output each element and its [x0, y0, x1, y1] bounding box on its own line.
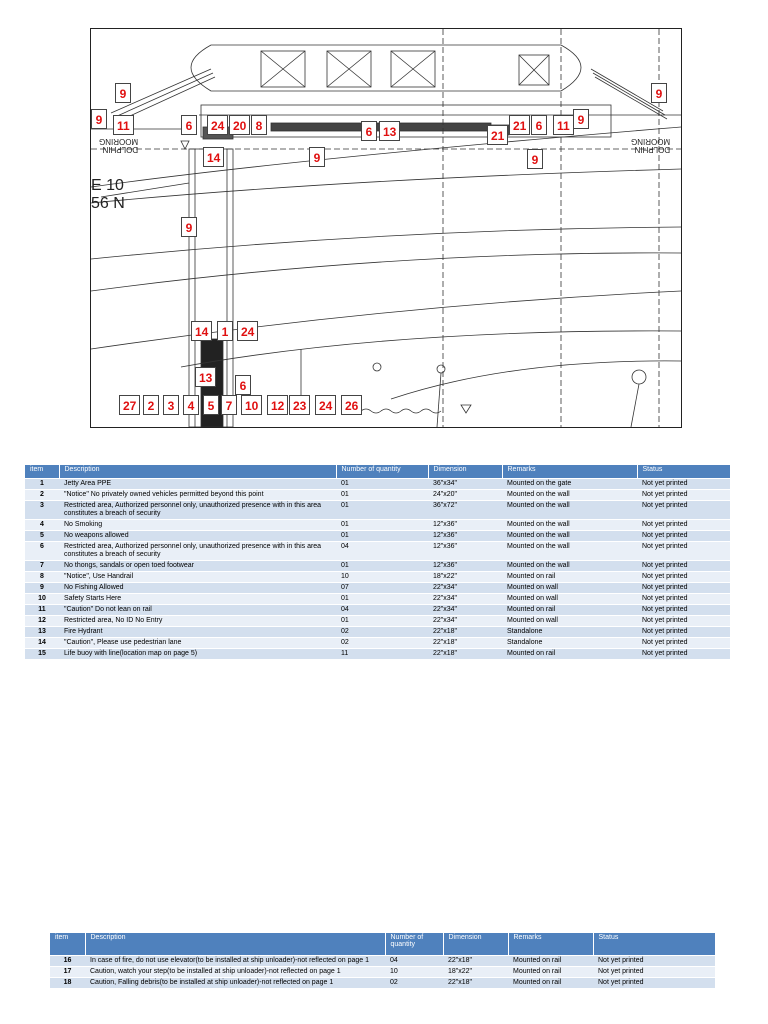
- table-cell: 14: [25, 638, 59, 649]
- table-cell: 01: [336, 616, 428, 627]
- table-cell: 22"x34": [428, 583, 502, 594]
- sign-callout: 9: [527, 149, 543, 169]
- table-cell: Mounted on rail: [508, 978, 593, 989]
- table-cell: No thongs, sandals or open toed footwear: [59, 561, 336, 572]
- table-cell: Mounted on rail: [508, 967, 593, 978]
- table-cell: 01: [336, 561, 428, 572]
- sign-callout: 7: [221, 395, 237, 415]
- sign-callout: 26: [341, 395, 362, 415]
- table-cell: Not yet printed: [637, 627, 730, 638]
- table-cell: 7: [25, 561, 59, 572]
- table-cell: Not yet printed: [637, 531, 730, 542]
- table-row: [25, 490, 730, 501]
- table-cell: 01: [336, 479, 428, 490]
- table-cell: Restricted area, No ID No Entry: [59, 616, 336, 627]
- sign-callout: 9: [115, 83, 131, 103]
- table-row: [25, 583, 730, 594]
- table-cell: 22"x34": [428, 605, 502, 616]
- table-cell: Mounted on rail: [508, 956, 593, 967]
- mooring-dolphin-label-left: MOORING DOLPHIN: [99, 137, 139, 154]
- sign-callout: 6: [531, 115, 547, 135]
- table-cell: 01: [336, 594, 428, 605]
- table-cell: Not yet printed: [637, 479, 730, 490]
- table-cell: 01: [336, 520, 428, 531]
- sign-callout: 2: [143, 395, 159, 415]
- table-cell: 12"x36": [428, 531, 502, 542]
- table-cell: 22"x18": [443, 956, 508, 967]
- table-row: [50, 978, 715, 989]
- table-cell: 12: [25, 616, 59, 627]
- table-row: [25, 616, 730, 627]
- table-cell: 5: [25, 531, 59, 542]
- column-header: Description: [59, 465, 336, 479]
- sign-callout: 27: [119, 395, 140, 415]
- sign-callout: 13: [379, 121, 400, 141]
- table-cell: 9: [25, 583, 59, 594]
- column-header: Dimension: [428, 465, 502, 479]
- table-cell: "Caution", Please use pedestrian lane: [59, 638, 336, 649]
- table-cell: 11: [336, 649, 428, 660]
- table-cell: Not yet printed: [637, 649, 730, 660]
- table-row: [25, 479, 730, 490]
- table-cell: Not yet printed: [637, 542, 730, 561]
- table-cell: Not yet printed: [637, 561, 730, 572]
- table-cell: 18"x22": [443, 967, 508, 978]
- table-cell: 18: [50, 978, 85, 989]
- table-cell: "Notice", Use Handrail: [59, 572, 336, 583]
- table-cell: Not yet printed: [637, 605, 730, 616]
- table-cell: 4: [25, 520, 59, 531]
- table-cell: Not yet printed: [637, 501, 730, 520]
- column-header: Dimension: [443, 933, 508, 956]
- table-cell: Life buoy with line(location map on page 5): [59, 649, 336, 660]
- table-cell: Mounted on the wall: [502, 542, 637, 561]
- table-cell: Not yet printed: [637, 583, 730, 594]
- table-cell: 18"x22": [428, 572, 502, 583]
- table-cell: Not yet printed: [637, 638, 730, 649]
- table-cell: 02: [385, 978, 443, 989]
- table-cell: 01: [336, 531, 428, 542]
- table-cell: 16: [50, 956, 85, 967]
- sign-callout: 6: [181, 115, 197, 135]
- table-header-row: [25, 465, 730, 479]
- table-row: [25, 501, 730, 520]
- table-cell: Fire Hydrant: [59, 627, 336, 638]
- table-cell: Mounted on the wall: [502, 561, 637, 572]
- column-header: Remarks: [508, 933, 593, 956]
- table-cell: Mounted on rail: [502, 649, 637, 660]
- table-cell: Jetty Area PPE: [59, 479, 336, 490]
- column-header: Remarks: [502, 465, 637, 479]
- table-cell: Not yet printed: [637, 616, 730, 627]
- sign-callout: 23: [289, 395, 310, 415]
- sign-callout: 24: [315, 395, 336, 415]
- table-row: [50, 967, 715, 978]
- table-cell: 12"x36": [428, 520, 502, 531]
- table-cell: 22"x18": [428, 638, 502, 649]
- sign-callout: 3: [163, 395, 179, 415]
- sign-callout: 21: [487, 125, 508, 145]
- site-plan-drawing: [90, 28, 682, 428]
- table-cell: 04: [336, 542, 428, 561]
- sign-callout: 8: [251, 115, 267, 135]
- column-header: Number of quantity: [336, 465, 428, 479]
- table-row: [25, 627, 730, 638]
- table-cell: 22"x18": [443, 978, 508, 989]
- table-cell: 36"x34": [428, 479, 502, 490]
- sign-callout: 6: [361, 121, 377, 141]
- table-cell: 17: [50, 967, 85, 978]
- table-cell: 22"x34": [428, 594, 502, 605]
- table-cell: 36"x72": [428, 501, 502, 520]
- table-cell: 01: [336, 490, 428, 501]
- table-cell: Standalone: [502, 627, 637, 638]
- table-row: [25, 638, 730, 649]
- table-cell: No Smoking: [59, 520, 336, 531]
- table-row: [25, 542, 730, 561]
- table-cell: 01: [336, 501, 428, 520]
- table-cell: Restricted area, Authorized personnel only, unauthorized presence with in this area constitutes a breach of security: [59, 501, 336, 520]
- column-header: Status: [593, 933, 715, 956]
- table-cell: Mounted on wall: [502, 594, 637, 605]
- table-cell: 24"x20": [428, 490, 502, 501]
- table-cell: No weapons allowed: [59, 531, 336, 542]
- table-cell: 02: [336, 627, 428, 638]
- table-cell: 10: [385, 967, 443, 978]
- sign-callout: 24: [207, 115, 228, 135]
- table-cell: 22"x18": [428, 627, 502, 638]
- table-cell: Safety Starts Here: [59, 594, 336, 605]
- table-cell: Not yet printed: [637, 520, 730, 531]
- table-cell: Mounted on wall: [502, 616, 637, 627]
- table-cell: 6: [25, 542, 59, 561]
- column-header: item: [50, 933, 85, 956]
- sign-callout: 9: [309, 147, 325, 167]
- sign-callout: 11: [113, 115, 134, 135]
- table-row: [25, 572, 730, 583]
- table-cell: 04: [336, 605, 428, 616]
- site-plan-linework: [91, 29, 681, 427]
- table-cell: Mounted on the wall: [502, 490, 637, 501]
- sign-callout: 11: [553, 115, 574, 135]
- coordinate-fragment: 56 N: [91, 195, 125, 212]
- table-cell: 10: [25, 594, 59, 605]
- table-cell: Not yet printed: [637, 490, 730, 501]
- sign-callout: 4: [183, 395, 199, 415]
- table-cell: 15: [25, 649, 59, 660]
- table-cell: Not yet printed: [637, 572, 730, 583]
- table-row: [25, 531, 730, 542]
- column-header: Number of quantity: [385, 933, 443, 956]
- sign-callout: 9: [181, 217, 197, 237]
- table-header-row: [50, 933, 715, 956]
- sign-callout: 6: [235, 375, 251, 395]
- table-row: [25, 605, 730, 616]
- coordinate-fragment: E 10: [91, 177, 124, 194]
- sign-callout: 20: [229, 115, 250, 135]
- table-row: [25, 649, 730, 660]
- sign-callout: 14: [203, 147, 224, 167]
- table-cell: 12"x36": [428, 542, 502, 561]
- table-cell: Caution, Falling debris(to be installed at ship unloader)-not reflected on page 1: [85, 978, 385, 989]
- signage-schedule-table: [25, 465, 731, 659]
- table-cell: Mounted on rail: [502, 572, 637, 583]
- table-row: [50, 956, 715, 967]
- table-cell: Not yet printed: [593, 978, 715, 989]
- table-cell: 10: [336, 572, 428, 583]
- table-cell: "Notice" No privately owned vehicles permitted beyond this point: [59, 490, 336, 501]
- table-cell: Mounted on the gate: [502, 479, 637, 490]
- sign-callout: 1: [217, 321, 233, 341]
- table-cell: 22"x34": [428, 616, 502, 627]
- table-cell: 12"x36": [428, 561, 502, 572]
- sign-callout: 13: [195, 367, 216, 387]
- sign-callout: 14: [191, 321, 212, 341]
- table-cell: 2: [25, 490, 59, 501]
- sign-callout: 24: [237, 321, 258, 341]
- table-cell: Not yet printed: [593, 967, 715, 978]
- table-cell: 13: [25, 627, 59, 638]
- table-cell: 04: [385, 956, 443, 967]
- table-row: [25, 520, 730, 531]
- column-header: Description: [85, 933, 385, 956]
- table-cell: Mounted on wall: [502, 583, 637, 594]
- table-cell: 07: [336, 583, 428, 594]
- sign-callout: 5: [203, 395, 219, 415]
- sign-callout: 21: [509, 115, 530, 135]
- table-row: [25, 561, 730, 572]
- table-cell: Standalone: [502, 638, 637, 649]
- table-row: [25, 594, 730, 605]
- table-cell: 02: [336, 638, 428, 649]
- mooring-dolphin-label-right: MOORING DOLPHIN: [631, 137, 671, 154]
- table-cell: Mounted on the wall: [502, 531, 637, 542]
- table-cell: Restricted area, Authorized personnel only, unauthorized presence with in this area constitutes a breach of security: [59, 542, 336, 561]
- table-cell: No Fishing Allowed: [59, 583, 336, 594]
- column-header: Status: [637, 465, 730, 479]
- table-cell: 8: [25, 572, 59, 583]
- column-header: item: [25, 465, 59, 479]
- table-cell: Mounted on the wall: [502, 501, 637, 520]
- table-cell: 3: [25, 501, 59, 520]
- table-cell: 1: [25, 479, 59, 490]
- table-cell: Mounted on rail: [502, 605, 637, 616]
- signage-schedule-table-continued: [50, 933, 716, 988]
- table-cell: Mounted on the wall: [502, 520, 637, 531]
- table-cell: Caution, watch your step(to be installed at ship unloader)-not reflected on page 1: [85, 967, 385, 978]
- table-cell: 11: [25, 605, 59, 616]
- sign-callout: 9: [91, 109, 107, 129]
- table-cell: Not yet printed: [593, 956, 715, 967]
- table-cell: Not yet printed: [637, 594, 730, 605]
- sign-callout: 10: [241, 395, 262, 415]
- sign-callout: 12: [267, 395, 288, 415]
- table-cell: 22"x18": [428, 649, 502, 660]
- table-cell: In case of fire, do not use elevator(to be installed at ship unloader)-not reflected on page 1: [85, 956, 385, 967]
- sign-callout: 9: [573, 109, 589, 129]
- sign-callout: 9: [651, 83, 667, 103]
- table-cell: "Caution" Do not lean on rail: [59, 605, 336, 616]
